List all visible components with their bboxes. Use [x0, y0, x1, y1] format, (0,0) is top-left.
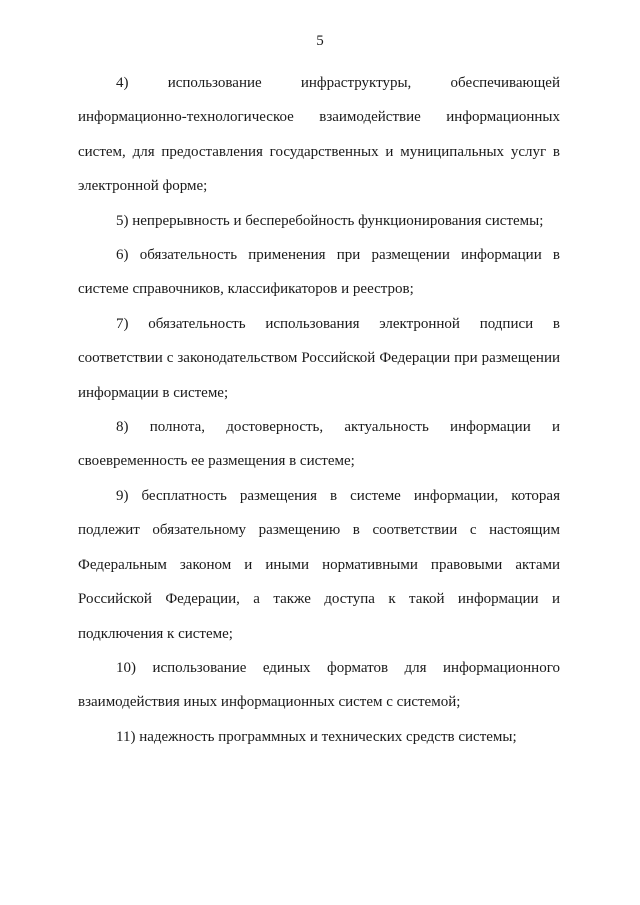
list-item-8 [78, 410, 560, 479]
list-item-5-line-1: 5) непрерывность и бесперебойность функционирования системы; [116, 212, 544, 229]
list-item-10 [78, 651, 560, 720]
list-item-6-line-1: 6) обязательность применения при размещении информации в [116, 247, 560, 264]
list-item-6-line-2: системе справочников, классификаторов и реестров; [78, 281, 414, 298]
list-item-7-line-3: информации в системе; [78, 384, 229, 401]
page-number: 5 [316, 33, 324, 49]
list-item-8-line-2: своевременность ее размещения в системе; [78, 453, 355, 470]
list-item-4-line-1: 4) использование инфраструктуры, обеспечивающей [116, 75, 560, 91]
list-item-11 [78, 720, 560, 754]
list-item-7-line-2: соответствии с законодательством Российской Федерации при размещении [78, 350, 560, 367]
list-item-10-line-2: взаимодействия иных информационных систем с системой; [78, 694, 461, 711]
list-item-7 [78, 307, 560, 410]
list-item-9-line-4: Российской Федерации, а также доступа к такой информации и [78, 591, 560, 608]
list-item-9-line-1: 9) бесплатность размещения в системе информации, которая [116, 487, 560, 504]
list-item-7-line-1: 7) обязательность использования электронной подписи в [116, 315, 560, 332]
list-item-8-line-1: 8) полнота, достоверность, актуальность информации и [116, 419, 560, 436]
list-item-9-line-5: подключения к системе; [78, 625, 233, 642]
list-item-6 [78, 238, 560, 307]
document-body [78, 66, 560, 754]
list-item-11-line-1: 11) надежность программных и технических средств системы; [116, 728, 517, 745]
list-item-4-line-2: информационно-технологическое взаимодействие информационных [78, 109, 560, 126]
list-item-9 [78, 479, 560, 651]
list-item-4 [78, 66, 560, 204]
list-item-4-line-3: систем, для предоставления государственных и муниципальных услуг в [78, 143, 560, 160]
list-item-9-line-3: Федеральным законом и иными нормативными правовыми актами [78, 556, 560, 573]
list-item-10-line-1: 10) использование единых форматов для информационного [116, 659, 560, 676]
list-item-9-line-2: подлежит обязательному размещению в соответствии с настоящим [78, 522, 560, 539]
list-item-5 [78, 204, 560, 238]
list-item-4-line-4: электронной форме; [78, 178, 208, 195]
